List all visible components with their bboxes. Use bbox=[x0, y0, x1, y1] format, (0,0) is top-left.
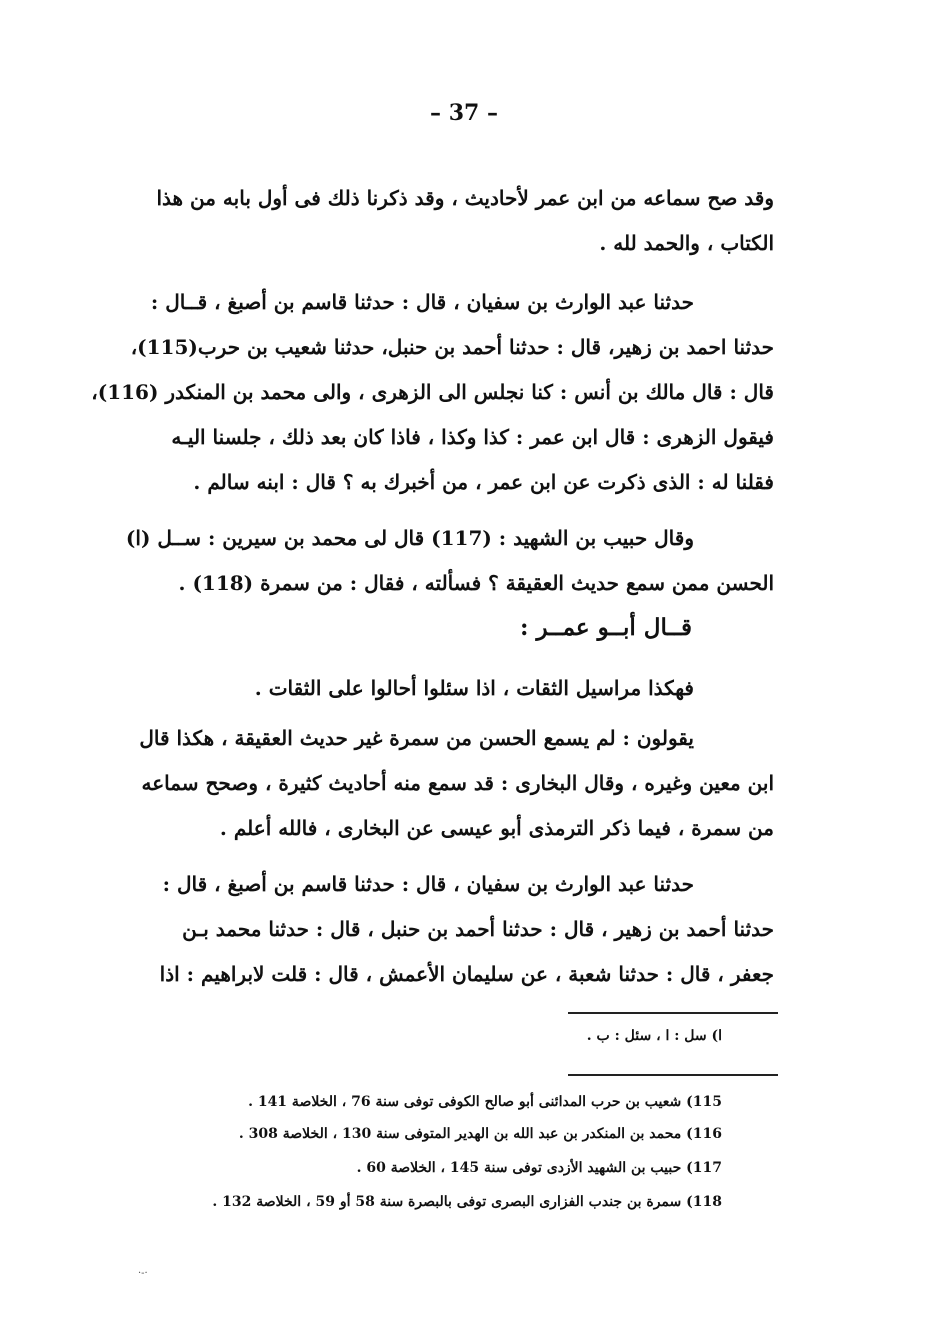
paragraph-1 bbox=[112, 176, 774, 266]
text-line: فقلنا له : الذى ذكرت عن ابن عمر ، من أخبرك به ؟ قال : ابنه سالم . bbox=[193, 470, 774, 494]
footnote-117: 117) حبيب بن الشهيد الأزدى توفى سنة 145 ، الخلاصة 60 . bbox=[356, 1160, 722, 1176]
text-line: من سمرة ، فيما ذكر الترمذى أبو عيسى عن البخارى ، فالله أعلم . bbox=[219, 816, 774, 840]
paragraph-3 bbox=[112, 516, 774, 606]
footnote-divider bbox=[568, 1012, 778, 1014]
footnote-116: 116) محمد بن المنكدر بن عبد الله بن الهدير المتوفى سنة 130 ، الخلاصة 308 . bbox=[238, 1126, 722, 1142]
footnote-variant: ا) سل : ا ، سئل : ب . bbox=[586, 1028, 722, 1044]
paragraph-5 bbox=[112, 716, 774, 851]
paragraph-2 bbox=[91, 280, 774, 505]
text-line: وقد صح سماعه من ابن عمر لأحاديث ، وقد ذكرنا ذلك فى أول بابه من هذا bbox=[156, 186, 774, 210]
text-line: وقال حبيب بن الشهيد : (117) قال لى محمد بن سيرين : ســل (ا) bbox=[125, 526, 694, 550]
scan-speck: ·-· bbox=[138, 1268, 148, 1279]
paragraph-6 bbox=[112, 862, 774, 997]
text-line: حدثنا أحمد بن زهير ، قال : حدثنا أحمد بن حنبل ، قال : حدثنا محمد بـن bbox=[182, 917, 774, 941]
page-number: – 37 – bbox=[430, 100, 498, 126]
footnote-divider bbox=[568, 1074, 778, 1076]
text-line: الحسن ممن سمع حديث العقيقة ؟ فسألته ، فقال : من سمرة (118) . bbox=[178, 571, 774, 595]
section-heading: قــال أبــو عمــر : bbox=[519, 614, 692, 641]
text-line: الكتاب ، والحمد لله . bbox=[599, 231, 774, 255]
text-line: حدثنا عبد الوارث بن سفيان ، قال : حدثنا قاسم بن أصبغ ، قــال : bbox=[150, 290, 694, 314]
text-line: حدثنا عبد الوارث بن سفيان ، قال : حدثنا قاسم بن أصبغ ، قال : bbox=[162, 872, 694, 896]
text-line: ابن معين وغيره ، وقال البخارى : قد سمع منه أحاديث كثيرة ، وصحح سماعه bbox=[141, 771, 774, 795]
footnote-115: 115) شعيب بن حرب المدائنى أبو صالح الكوفى توفى سنة 76 ، الخلاصة 141 . bbox=[248, 1094, 722, 1110]
footnote-118: 118) سمرة بن جندب الفزارى البصرى توفى بالبصرة سنة 58 أو 59 ، الخلاصة 132 . bbox=[212, 1194, 722, 1210]
text-line: قال : قال مالك بن أنس : كنا نجلس الى الزهرى ، والى محمد بن المنكدر (116)، bbox=[91, 380, 774, 404]
text-line: فهكذا مراسيل الثقات ، اذا سئلوا أحالوا على الثقات . bbox=[254, 676, 694, 700]
text-line: جعفر ، قال : حدثنا شعبة ، عن سليمان الأعمش ، قال : قلت لابراهيم : اذا bbox=[159, 962, 774, 986]
text-line: يقولون : لم يسمع الحسن من سمرة غير حديث العقيقة ، هكذا قال bbox=[139, 726, 694, 750]
paragraph-4 bbox=[112, 666, 774, 711]
text-line: فيقول الزهرى : قال ابن عمر : كذا وكذا ، فاذا كان بعد ذلك ، جلسنا اليـه bbox=[171, 425, 774, 449]
text-line: حدثنا احمد بن زهير، قال : حدثنا أحمد بن حنبل، حدثنا شعيب بن حرب(115)، bbox=[130, 335, 774, 359]
